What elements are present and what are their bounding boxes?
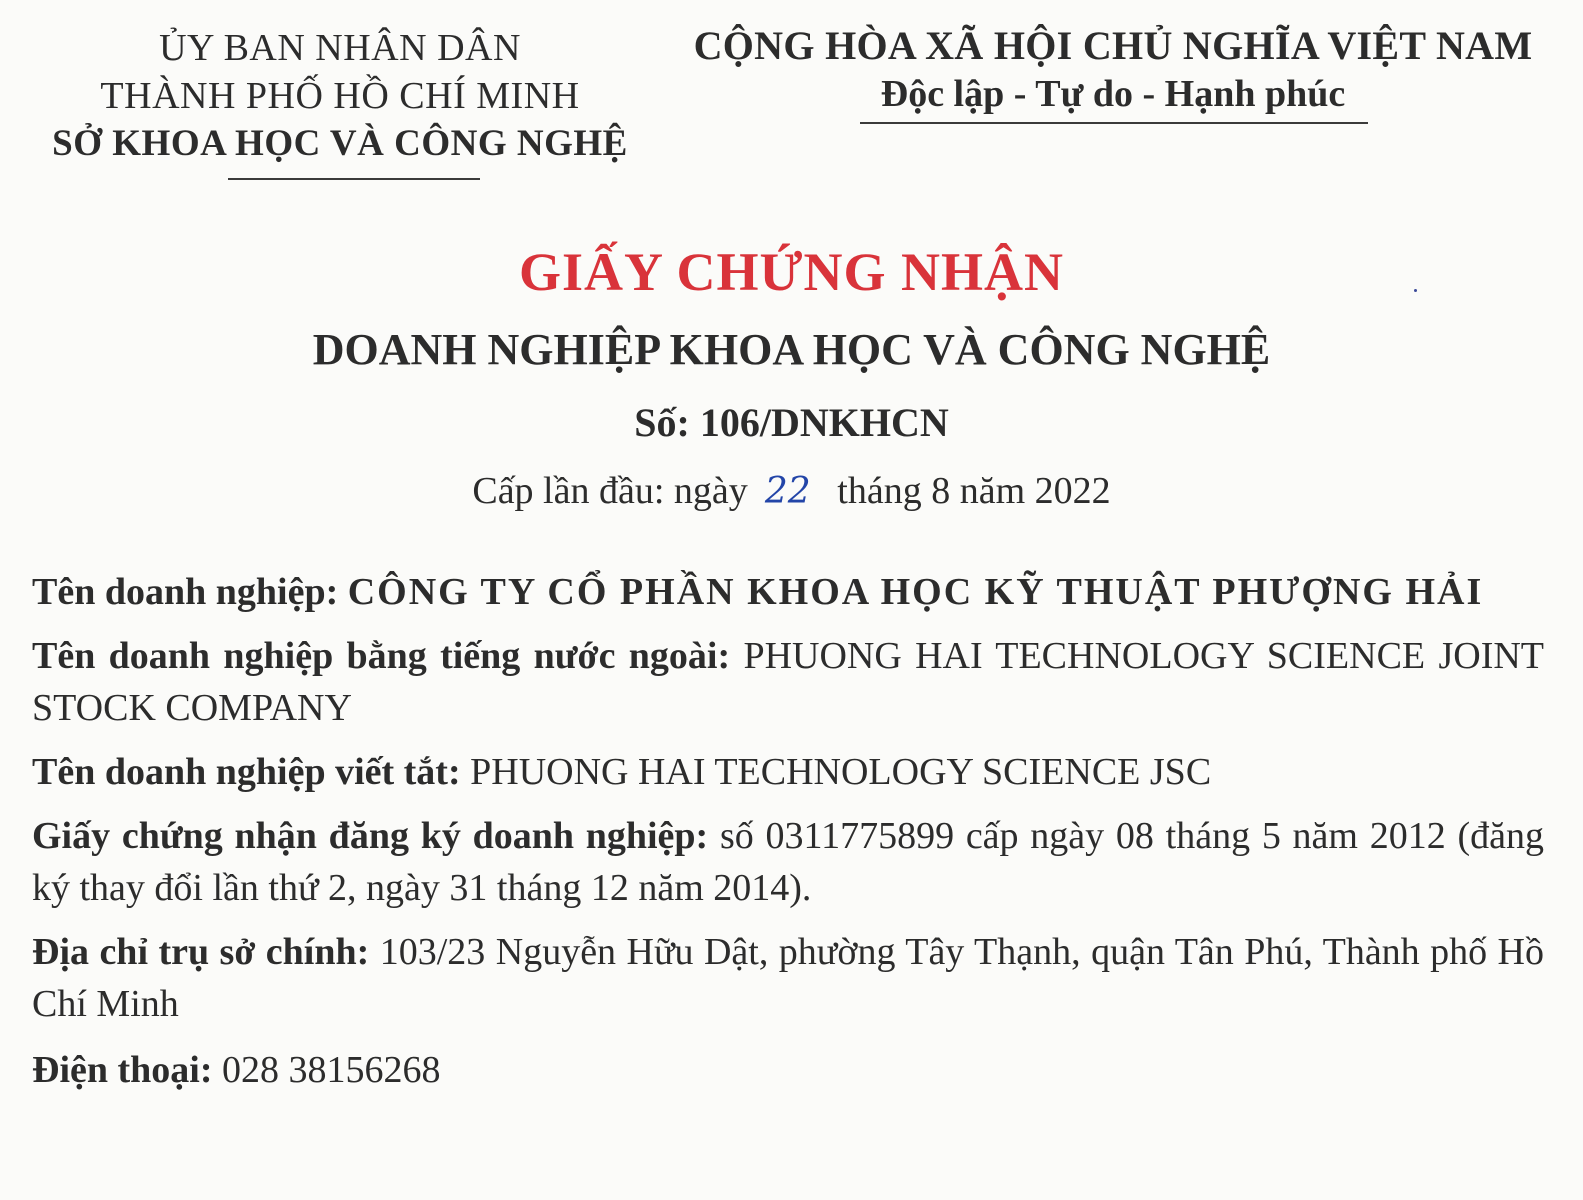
authority-underline bbox=[228, 178, 480, 180]
authority-line-2: THÀNH PHỐ HỒ CHÍ MINH bbox=[100, 75, 580, 117]
registration-value: số 0311775899 cấp ngày 08 tháng 5 năm 2012 (đăng ký thay đổi lần thứ 2, ngày 31 tháng 12 năm 2014). bbox=[32, 815, 1544, 909]
motto-underline bbox=[860, 122, 1368, 124]
field-foreign-name bbox=[32, 630, 1544, 734]
certificate-title: GIẤY CHỨNG NHẬN bbox=[519, 242, 1064, 302]
certificate-body bbox=[32, 566, 1544, 1108]
field-phone bbox=[32, 1044, 1544, 1096]
national-header bbox=[678, 22, 1548, 118]
issuing-authority bbox=[30, 24, 650, 168]
company-name-label: Tên doanh nghiệp: bbox=[32, 571, 339, 613]
address-value: 103/23 Nguyễn Hữu Dật, phường Tây Thạnh, quận Tân Phú, Thành phố Hồ Chí Minh bbox=[32, 931, 1545, 1025]
authority-line-1: ỦY BAN NHÂN DÂN bbox=[159, 27, 521, 69]
field-short-name bbox=[32, 746, 1544, 798]
issue-day-handwritten: 22 bbox=[764, 471, 811, 512]
company-name-value: CÔNG TY CỔ PHẦN KHOA HỌC KỸ THUẬT PHƯỢNG HẢI bbox=[347, 571, 1484, 613]
phone-label: Điện thoại: bbox=[32, 1049, 213, 1091]
nation-name: CỘNG HÒA XÃ HỘI CHỦ NGHĨA VIỆT NAM bbox=[693, 23, 1533, 68]
short-name-label: Tên doanh nghiệp viết tắt: bbox=[32, 751, 461, 793]
authority-line-3: SỞ KHOA HỌC VÀ CÔNG NGHỆ bbox=[52, 123, 628, 164]
field-registration bbox=[32, 810, 1544, 914]
short-name-value: PHUONG HAI TECHNOLOGY SCIENCE JSC bbox=[470, 751, 1212, 793]
issue-date-suffix: tháng 8 năm 2022 bbox=[837, 470, 1111, 512]
phone-value: 028 38156268 bbox=[222, 1049, 441, 1091]
registration-label: Giấy chứng nhận đăng ký doanh nghiệp: bbox=[32, 815, 709, 857]
issue-date bbox=[0, 466, 1583, 517]
paper-speck bbox=[1414, 289, 1417, 292]
foreign-name-value: PHUONG HAI TECHNOLOGY SCIENCE JOINT STOCK COMPANY bbox=[32, 635, 1544, 729]
certificate-subtitle: DOANH NGHIỆP KHOA HỌC VÀ CÔNG NGHỆ bbox=[312, 325, 1271, 374]
national-motto: Độc lập - Tự do - Hạnh phúc bbox=[880, 73, 1346, 115]
issue-date-prefix: Cấp lần đầu: ngày bbox=[472, 470, 748, 512]
foreign-name-label: Tên doanh nghiệp bằng tiếng nước ngoài: bbox=[32, 635, 731, 677]
address-label: Địa chỉ trụ sở chính: bbox=[32, 931, 370, 973]
certificate-number: Số: 106/DNKHCN bbox=[634, 400, 949, 445]
field-company-name bbox=[32, 566, 1544, 618]
field-address bbox=[32, 926, 1544, 1030]
